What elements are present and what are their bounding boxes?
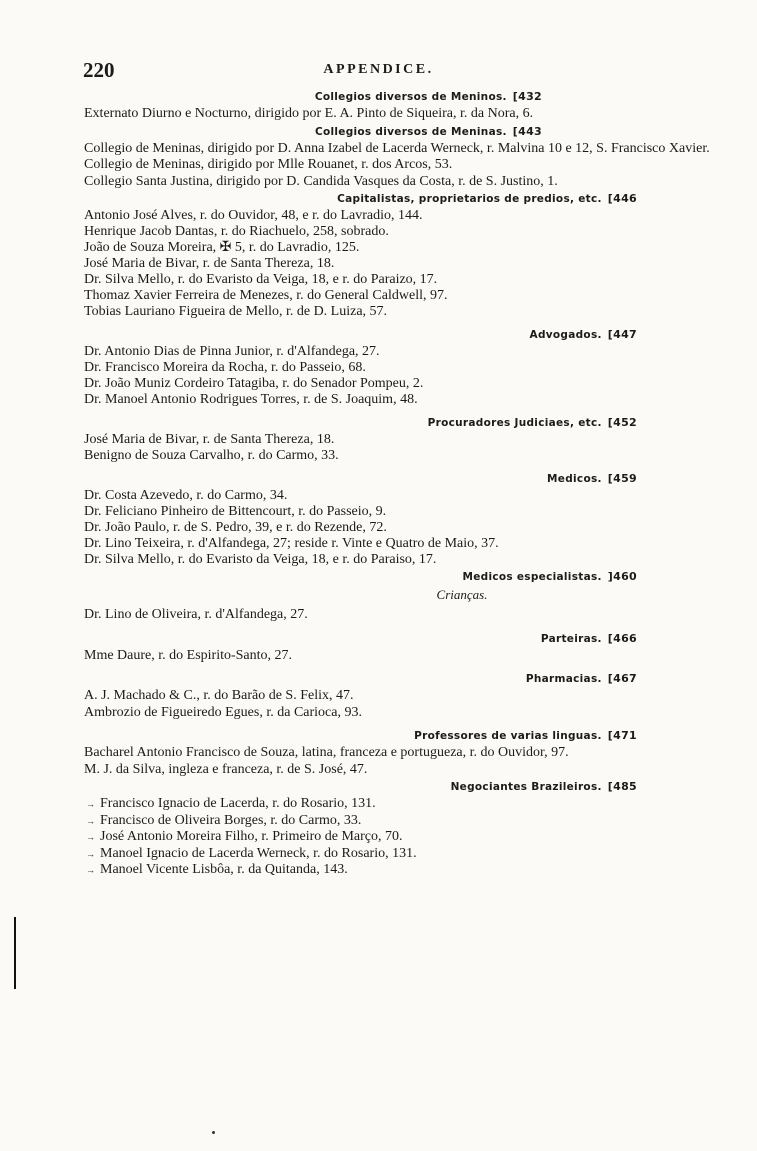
directory-entry: Dr. Lino de Oliveira, r. d'Alfandega, 27. <box>84 607 308 622</box>
section-heading <box>82 88 732 106</box>
section-heading <box>82 670 732 688</box>
directory-entry: Collegio de Meninas, dirigido por Mlle Rouanet, r. dos Arcos, 53. <box>84 157 453 172</box>
directory-entry: → Francisco de Oliveira Borges, r. do Carmo, 33. <box>82 813 732 830</box>
directory-entry: José Maria de Bivar, r. de Santa Thereza, 18. <box>84 432 335 447</box>
section-heading <box>82 778 732 796</box>
directory-entry: A. J. Machado & C., r. do Barão de S. Felix, 47. <box>84 688 354 703</box>
directory-entry: Benigno de Souza Carvalho, r. do Carmo, 33. <box>84 448 339 463</box>
section-negociantes <box>82 778 732 879</box>
section-collegios-meninos <box>82 88 732 123</box>
section-code: [467 <box>607 672 637 685</box>
section-title: Medicos. <box>547 473 602 485</box>
directory-entry: Henrique Jacob Dantas, r. do Riachuelo, 258, sobrado. <box>84 224 389 239</box>
directory-entry: Collegio de Meninas, dirigido por D. Anna Izabel de Lacerda Werneck, r. Malvina 10 e 12, S. Francisco Xavier. <box>84 140 710 156</box>
section-professores <box>82 727 732 778</box>
section-code: [446 <box>607 192 637 205</box>
directory-entry: Dr. Antonio Dias de Pinna Junior, r. d'Alfandega, 27. <box>84 344 380 359</box>
section-title: Capitalistas, proprietarios de predios, etc. <box>337 193 602 205</box>
directory-entry: Dr. João Muniz Cordeiro Tatagiba, r. do Senador Pompeu, 2. <box>84 376 424 391</box>
section-title: Collegios diversos de Meninas. <box>314 125 507 138</box>
section-code: ]460 <box>607 570 637 583</box>
directory-entry: Externato Diurno e Nocturno, dirigido por E. A. Pinto de Siqueira, r. da Nora, 6. <box>84 106 534 121</box>
subheading: Crianças. <box>436 587 488 602</box>
margin-ink-mark <box>14 917 16 989</box>
page-number: 220 <box>83 58 115 82</box>
directory-entry: Dr. Lino Teixeira, r. d'Alfandega, 27; reside r. Vinte e Quatro de Maio, 37. <box>84 536 499 551</box>
section-collegios-meninas <box>82 123 732 191</box>
section-capitalistas <box>82 190 732 320</box>
directory-entry: Tobias Lauriano Figueira de Mello, r. de D. Luiza, 57. <box>84 304 388 319</box>
directory-entry: → José Antonio Moreira Filho, r. Primeiro de Março, 70. <box>82 829 732 846</box>
directory-entry: → Francisco Ignacio de Lacerda, r. do Rosario, 131. <box>82 796 732 813</box>
directory-entry: Ambrozio de Figueiredo Egues, r. da Carioca, 93. <box>84 704 362 720</box>
section-heading <box>82 630 732 648</box>
directory-entry: Collegio Santa Justina, dirigido por D. Candida Vasques da Costa, r. de S. Justino, 1. <box>84 173 558 189</box>
section-heading <box>82 568 732 586</box>
section-medicos <box>82 470 732 568</box>
section-title: Collegios diversos de Meninos. <box>314 91 507 103</box>
section-title: Procuradores Judiciaes, etc. <box>427 417 602 429</box>
section-code: [466 <box>607 631 637 645</box>
directory-entry: Thomaz Xavier Ferreira de Menezes, r. do General Caldwell, 97. <box>84 288 448 303</box>
section-code: [459 <box>607 472 637 485</box>
directory-entry: Mme Daure, r. do Espirito-Santo, 27. <box>84 647 293 663</box>
section-code: [452 <box>607 416 637 429</box>
section-heading <box>82 326 732 344</box>
directory-entry: Bacharel Antonio Francisco de Souza, latina, franceza e portugueza, r. do Ouvidor, 97. <box>84 745 569 760</box>
directory-entry: Dr. João Paulo, r. de S. Pedro, 39, e r. do Rezende, 72. <box>84 520 387 535</box>
directory-entry: Dr. Silva Mello, r. do Evaristo da Veiga, 18, e r. do Paraizo, 17. <box>84 272 438 287</box>
directory-body <box>82 88 732 879</box>
directory-entry: → Manoel Ignacio de Lacerda Werneck, r. do Rosario, 131. <box>82 846 732 863</box>
section-heading <box>82 190 732 208</box>
directory-entry: João de Souza Moreira, ✠ 5, r. do Lavradio, 125. <box>84 240 360 255</box>
directory-entry: Dr. Feliciano Pinheiro de Bittencourt, r. do Passeio, 9. <box>84 504 387 519</box>
section-title: Parteiras. <box>540 632 602 645</box>
ink-speck <box>212 1131 215 1134</box>
section-heading <box>82 414 732 432</box>
directory-entry: José Maria de Bivar, r. de Santa Thereza, 18. <box>84 256 335 271</box>
section-advogados <box>82 326 732 408</box>
section-title: Advogados. <box>529 329 602 341</box>
directory-entry: Antonio José Alves, r. do Ouvidor, 48, e r. do Lavradio, 144. <box>84 208 423 223</box>
section-title: Professores de varias linguas. <box>414 730 602 742</box>
directory-entry: Dr. Francisco Moreira da Rocha, r. do Passeio, 68. <box>84 360 366 375</box>
section-code: [485 <box>607 780 637 793</box>
section-code: [443 <box>512 124 542 138</box>
directory-entry: Dr. Manoel Antonio Rodrigues Torres, r. de S. Joaquim, 48. <box>84 392 418 407</box>
running-head: APPENDICE. <box>323 62 434 77</box>
section-parteiras <box>82 630 732 665</box>
section-heading <box>82 470 732 488</box>
section-title: Medicos especialistas. <box>462 571 602 583</box>
directory-entry: M. J. da Silva, ingleza e franceza, r. de S. José, 47. <box>84 761 368 777</box>
section-code: [432 <box>512 90 542 103</box>
directory-entry: Dr. Costa Azevedo, r. do Carmo, 34. <box>84 488 288 503</box>
directory-entry: Dr. Silva Mello, r. do Evaristo da Veiga, 18, e r. do Paraiso, 17. <box>84 552 437 567</box>
directory-entry: → Manoel Vicente Lisbôa, r. da Quitanda, 143. <box>82 862 732 879</box>
section-title: Negociantes Brazileiros. <box>450 781 602 793</box>
section-heading <box>82 727 732 745</box>
section-pharmacias <box>82 670 732 721</box>
section-medicos-especialistas <box>82 568 732 624</box>
section-code: [471 <box>607 729 637 742</box>
section-title: Pharmacias. <box>525 673 602 685</box>
section-code: [447 <box>607 328 637 341</box>
section-procuradores <box>82 414 732 464</box>
section-heading <box>82 123 732 141</box>
